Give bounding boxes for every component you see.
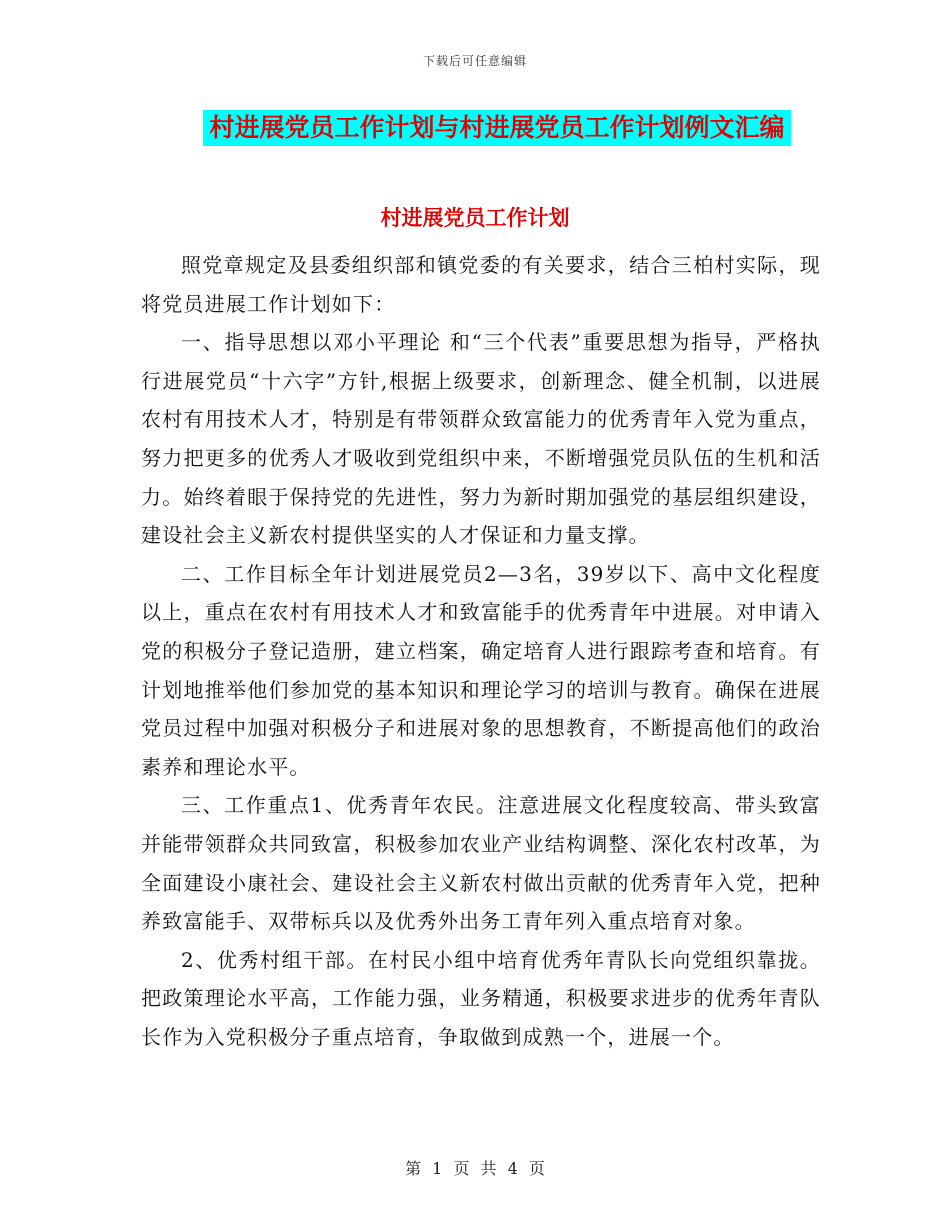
paragraph-work-goals: 二、工作目标全年计划进展党员2—3名，39岁以下、高中文化程度以上，重点在农村有用技术人才和致富能手的优秀青年中进展。对申请入党的积极分子登记造册，建立档案，确定培育人进行跟踪考查和培育。有计划地推举他们参加党的基本知识和理论学习的培训与教育。确保在进展党员过程中加强对积极分子和进展对象的思想教育，不断提高他们的政治素养和理论水平。 <box>141 561 821 779</box>
document-title: 村进展党员工作计划与村进展党员工作计划例文汇编 <box>203 110 790 146</box>
document-title-container <box>0 110 950 146</box>
document-body <box>141 246 821 1056</box>
paragraph-guiding-thought: 一、指导思想以邓小平理论 和“三个代表”重要思想为指导，严格执行进展党员“十六字”方针,根据上级要求，创新理念、健全机制，以进展农村有用技术人才，特别是有带领群众致富能力的优秀青年入党为重点，努力把更多的优秀人才吸收到党组织中来，不断增强党员队伍的生机和活力。始终着眼于保持党的先进性，努力为新时期加强党的基层组织建设，建设社会主义新农村提供坚实的人才保证和力量支撑。 <box>141 330 821 548</box>
paragraph-intro: 照党章规定及县委组织部和镇党委的有关要求，结合三柏村实际，现将党员进展工作计划如下： <box>141 253 821 316</box>
section-title: 村进展党员工作计划 <box>380 205 570 230</box>
page-number: 第 1 页 共 4 页 <box>405 1159 545 1178</box>
header-note: 下载后可任意编辑 <box>422 54 527 68</box>
paragraph-village-cadres: 2、优秀村组干部。在村民小组中培育优秀年青队长向党组织靠拢。把政策理论水平高，工作能力强，业务精通，积极要求进步的优秀年青队长作为入党积极分子重点培育，争取做到成熟一个，进展一个。 <box>141 947 821 1049</box>
paragraph-work-focus: 三、工作重点1、优秀青年农民。注意进展文化程度较高、带头致富并能带领群众共同致富，积极参加农业产业结构调整、深化农村改革，为全面建设小康社会、建设社会主义新农村做出贡献的优秀青年入党，把种养致富能手、双带标兵以及优秀外出务工青年列入重点培育对象。 <box>141 793 821 934</box>
